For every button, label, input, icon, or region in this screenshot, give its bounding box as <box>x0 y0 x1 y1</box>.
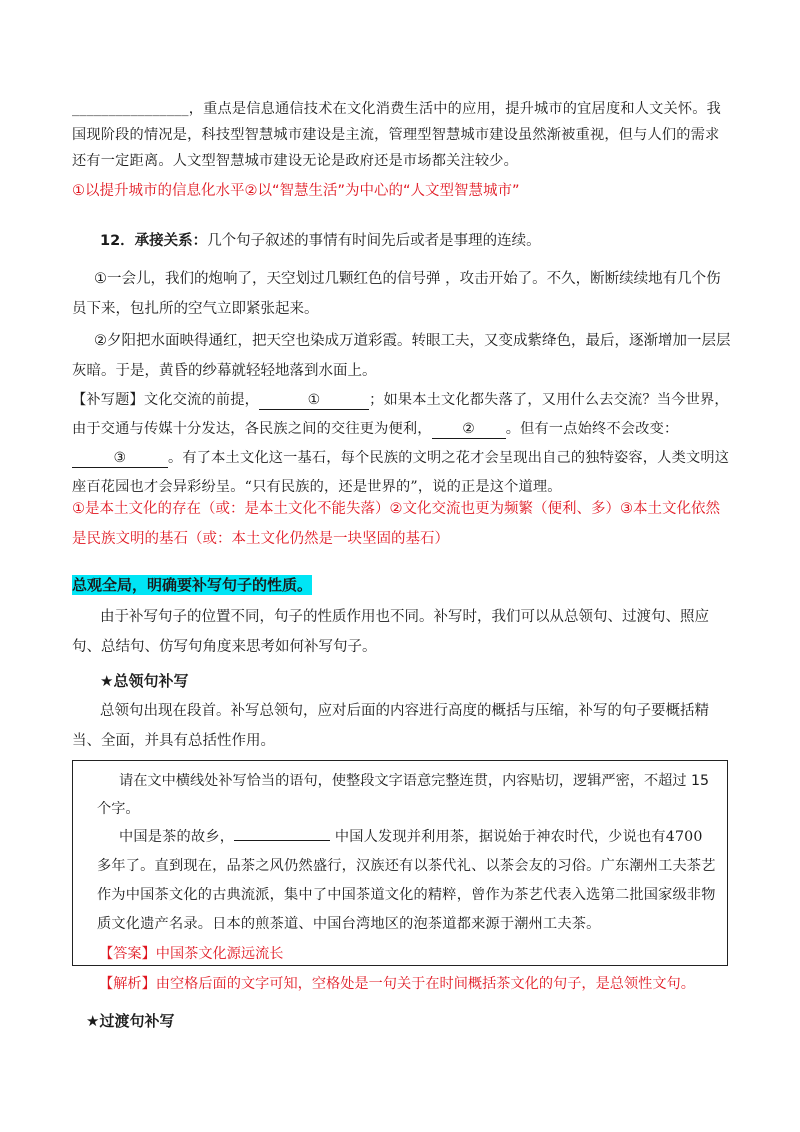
example-1: ①一会儿，我们的炮响了，天空划过几颗红色的信号弹 ，攻击开始了。不久，断断续续地有几个伤员下来，包扎所的空气立即紧张起来。 <box>72 271 721 317</box>
box-analysis <box>97 969 717 999</box>
section-12-label: 12．承接关系： <box>100 233 208 249</box>
intro-paragraph <box>72 96 732 174</box>
analysis-tag: 【解析】 <box>99 976 156 992</box>
box-instruction: 请在文中横线处补写恰当的语句，使整段文字语意完整连贯，内容贴切，逻辑严密，不超过 15 个字。 <box>97 773 710 817</box>
example-box <box>72 760 728 992</box>
example-box-content <box>97 767 717 999</box>
analysis-text: 由空格后面的文字可知，空格处是一句关于在时间概括茶文化的句子，是总领性文句。 <box>155 976 695 992</box>
question-text-1: 文化交流的前提， <box>143 392 260 408</box>
intro-answer: ①以提升城市的信息化水平②以“智慧生活”为中心的“人文型智慧城市” <box>72 183 520 199</box>
fill-in-question <box>72 386 732 502</box>
section-heading-zongling: ★总领句补写 <box>100 672 189 690</box>
intro-blank: ________________ <box>72 101 189 117</box>
fill-in-answer: ①是本土文化的存在（或：是本土文化不能失落）②文化交流也更为频繁（便利、多）③本土文化依然是民族文明的基石（或：本土文化仍然是一块坚固的基石） <box>72 501 720 547</box>
answer-tag: 【答案】 <box>99 946 156 962</box>
blank-3: ③ <box>72 449 168 468</box>
section-12-desc: 几个句子叙述的事情有时间先后或者是事理的连续。 <box>207 233 541 249</box>
intro-text: ，重点是信息通信技术在文化消费生活中的应用，提升城市的宜居度和人文关怀。我国现阶段的情况是，科技型智慧城市建设是主流，管理型智慧城市建设虽然渐被重视，但与人们的需求还有一定距离。人文型智慧城市建设无论是政府还是市场都关注较少。 <box>72 101 722 169</box>
question-text-3: 。但有一点始终不会改变： <box>505 421 679 437</box>
box-passage <box>97 823 717 939</box>
question-text-2: ；如果本土文化都失落了，又用什么去交流？当今世界，由于交通与传媒十分发达，各民族之间的交往更为便利， <box>72 392 729 437</box>
blank-2: ② <box>432 420 506 439</box>
box-answer <box>97 939 717 969</box>
question-text-4: 。有了本土文化这一基石，每个民族的文明之花才会呈现出自己的独特姿容，人类文明这座百花园也才会异彩纷呈。“只有民族的，还是世界的”，说的正是这个道理。 <box>72 450 730 495</box>
overview-paragraph: 由于补写句子的位置不同，句子的性质作用也不同。补写时，我们可以从总领句、过渡句、照应句、总结句、仿写句角度来思考如何补写句子。 <box>72 609 709 655</box>
box-blank <box>234 824 330 841</box>
section-heading-guodu: ★过渡句补写 <box>86 1012 175 1030</box>
highlight-heading: 总观全局，明确要补写句子的性质。 <box>72 576 313 594</box>
zongling-paragraph: 总领句出现在段首。补写总领句，应对后面的内容进行高度的概括与压缩，补写的句子要概括精当、全面，并具有总括性作用。 <box>72 703 709 749</box>
question-tag: 【补写题】 <box>72 392 144 408</box>
section-12-heading <box>100 226 730 256</box>
highlight-heading-row <box>72 573 732 597</box>
box-passage-rest: 中国人发现并利用茶，据说始于神农时代，少说也有4700 多年了。直到现在，品茶之风仍然盛行，汉族还有以茶代礼、以茶会友的习俗。广东潮州工夫茶艺作为中国茶文化的古典流派，集中了中国茶道文化的精粹，曾作为茶艺代表入选第二批国家级非物质文化遗产名录。日本的煎茶道、中国台湾地区的泡茶道都来源于潮州工夫茶。 <box>97 829 716 932</box>
blank-1: ① <box>259 391 369 410</box>
box-passage-start: 中国是茶的故乡， <box>119 829 235 845</box>
answer-text: 中国茶文化源远流长 <box>155 946 284 962</box>
example-2: ②夕阳把水面映得通红，把天空也染成万道彩霞。转眼工夫，又变成紫绛色，最后，逐渐增加一层层灰暗。于是，黄昏的纱幕就轻轻地落到水面上。 <box>72 333 731 379</box>
